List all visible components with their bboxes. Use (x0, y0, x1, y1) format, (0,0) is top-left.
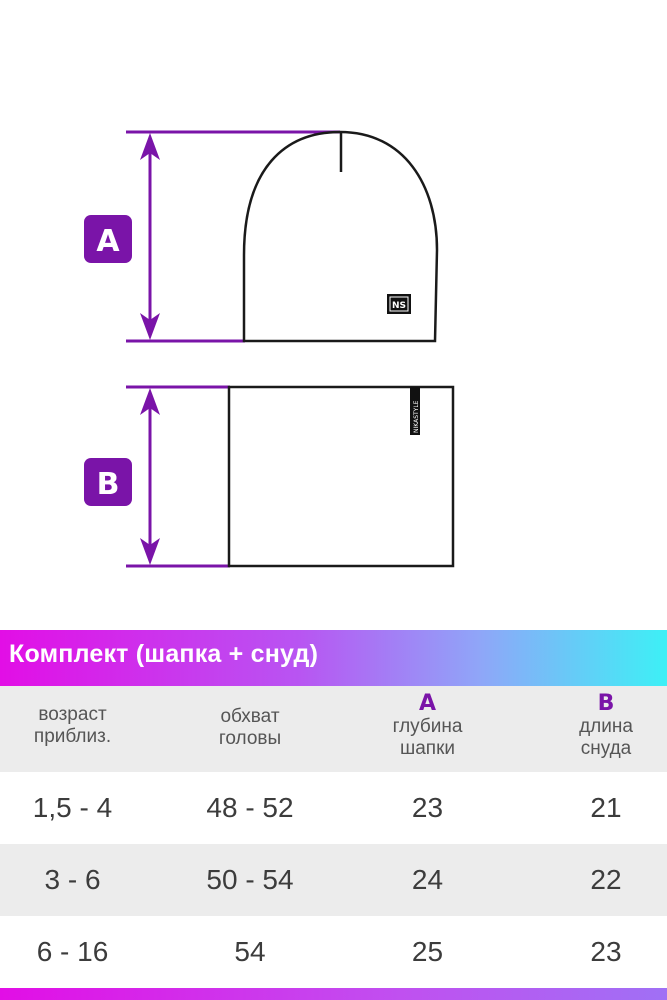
header-hat-depth-letter: A (418, 691, 437, 716)
cell-hat-depth: 24 (411, 864, 444, 895)
table-title: Комплект (шапка + снуд) (9, 640, 319, 668)
header-length-line-2: снуда (580, 738, 632, 759)
header-girth-line-1: обхват (220, 706, 280, 727)
header-girth-line-2: головы (218, 728, 282, 749)
hat-logo-text: NS (391, 301, 407, 311)
header-snood-length (540, 692, 667, 760)
badge-b-label: B (96, 467, 120, 502)
table-title-banner (0, 630, 667, 686)
snood-tag-text: NIKASTYLE (413, 400, 420, 433)
header-depth-line-2: шапки (399, 738, 456, 759)
snood-dimension-b (126, 387, 230, 566)
hat-dimension-a (126, 132, 340, 341)
cell-head-girth: 48 - 52 (206, 792, 294, 823)
header-age-line-2: приблиз. (33, 726, 112, 747)
bottom-accent-bar (0, 988, 667, 1000)
header-snood-length-letter: B (597, 691, 615, 716)
cell-head-girth: 50 - 54 (206, 864, 294, 895)
hat-illustration (244, 132, 437, 341)
header-depth-line-1: глубина (392, 716, 463, 737)
table-row (0, 844, 667, 916)
cell-snood-length: 22 (590, 864, 622, 895)
cell-age: 6 - 16 (36, 936, 109, 967)
header-length-line-1: длина (579, 716, 633, 737)
header-head-girth (175, 706, 325, 750)
table-row (0, 916, 667, 988)
snood-illustration (229, 387, 453, 566)
header-age (0, 704, 145, 748)
table-header-row (0, 686, 667, 772)
badge-b (84, 458, 132, 506)
badge-a (84, 215, 132, 263)
header-age-line-1: возраст (38, 704, 107, 725)
cell-head-girth: 54 (234, 936, 266, 967)
cell-snood-length: 23 (590, 936, 622, 967)
cell-hat-depth: 23 (411, 792, 444, 823)
cell-age: 1,5 - 4 (32, 792, 113, 823)
badge-a-label: A (96, 224, 120, 259)
table-row (0, 772, 667, 844)
cell-snood-length: 21 (590, 792, 622, 823)
cell-age: 3 - 6 (44, 864, 101, 895)
header-hat-depth (360, 692, 495, 760)
cell-hat-depth: 25 (411, 936, 444, 967)
